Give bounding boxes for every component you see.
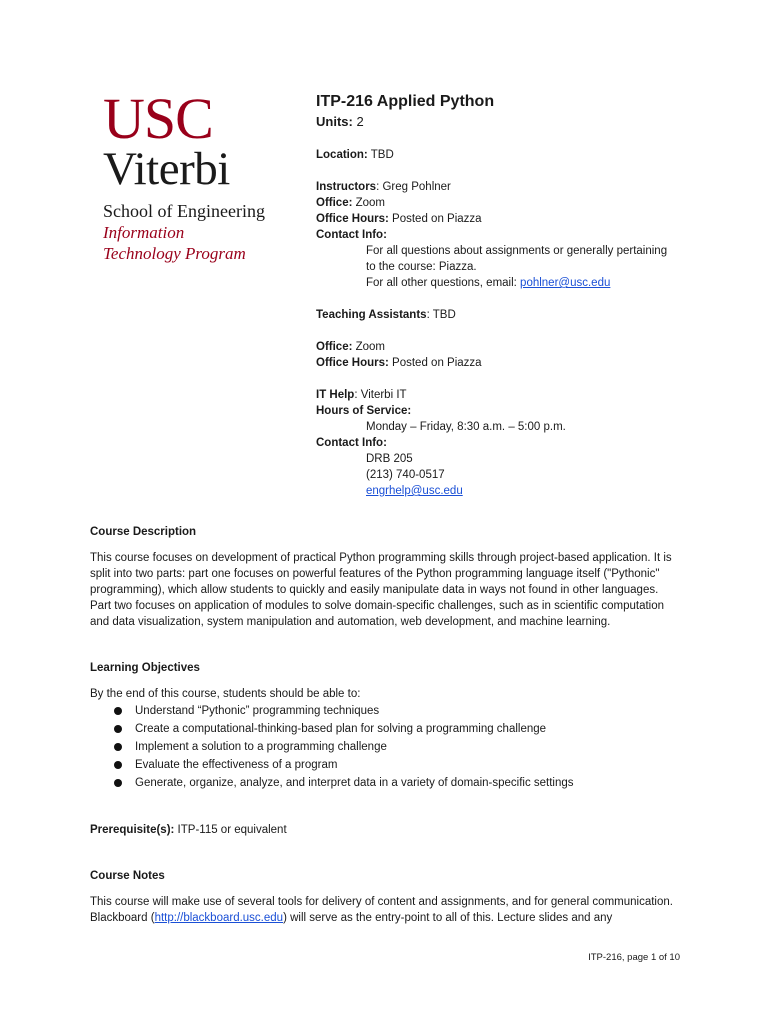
description-line: This course focuses on development of practical Python programming skills through project-based application. It is — [90, 552, 672, 564]
list-item — [90, 702, 680, 720]
location-value: TBD — [370, 149, 394, 161]
bullet-icon — [114, 779, 122, 787]
prerequisite-label: Prerequisite(s): — [90, 824, 175, 836]
it-help-label: IT Help — [316, 389, 355, 401]
ta-label: Teaching Assistants — [316, 309, 427, 321]
contact-line-2: to the course: Piazza. — [366, 261, 477, 273]
instructors-value: : Greg Pohlner — [376, 181, 451, 193]
learning-objectives-heading: Learning Objectives — [90, 662, 200, 674]
instructors-line — [316, 179, 706, 195]
ta-office-line — [316, 339, 706, 355]
objective-text: Evaluate the effectiveness of a program — [135, 759, 338, 771]
ta-office-hours-value: Posted on Piazza — [392, 357, 482, 369]
it-room: DRB 205 — [366, 453, 413, 465]
notes-line-1: This course will make use of several tools for delivery of content and assignments, and for general communication. — [90, 896, 673, 908]
list-item — [90, 738, 680, 756]
objectives-intro: By the end of this course, students should be able to: — [90, 688, 361, 700]
list-item — [90, 720, 680, 738]
description-line: programming), which allow students to quickly and easily manipulate data in ways not found in other languages. — [90, 584, 659, 596]
objective-text: Generate, organize, analyze, and interpret data in a variety of domain-specific settings — [135, 777, 574, 789]
notes-text: Blackboard ( — [90, 912, 155, 924]
it-help-value: : Viterbi IT — [354, 389, 407, 401]
course-title: ITP-216 Applied Python — [316, 93, 495, 110]
course-description-text — [90, 550, 680, 630]
notes-line-2 — [90, 910, 680, 926]
logo-usc-text: USC — [103, 86, 213, 151]
bullet-icon — [114, 761, 122, 769]
objective-text: Implement a solution to a programming challenge — [135, 741, 387, 753]
bullet-icon — [114, 707, 122, 715]
hours-value: Monday – Friday, 8:30 a.m. – 5:00 p.m. — [366, 421, 566, 433]
description-line: split into two parts: part one focuses on powerful features of the Python programming language itself ("Pythonic" — [90, 568, 660, 580]
office-hours-label: Office Hours: — [316, 213, 389, 225]
it-contact-label: Contact Info: — [316, 437, 387, 449]
logo-viterbi-text: Viterbi — [103, 143, 230, 195]
logo-program-line2: Technology Program — [103, 244, 246, 263]
notes-text: ) will serve as the entry-point to all of this. Lecture slides and any — [283, 912, 613, 924]
hours-label-line — [316, 403, 706, 419]
ta-value: : TBD — [426, 309, 456, 321]
description-line: Part two focuses on application of modules to solve domain-specific challenges, such as in scientific computation — [90, 600, 665, 612]
blackboard-link[interactable]: http://blackboard.usc.edu — [154, 912, 284, 924]
course-info-block — [316, 92, 706, 499]
office-value: Zoom — [352, 197, 386, 209]
contact-label-line — [316, 227, 706, 243]
it-help-line — [316, 387, 706, 403]
it-contact-label-line — [316, 435, 706, 451]
office-hours-value: Posted on Piazza — [392, 213, 482, 225]
office-label: Office: — [316, 197, 353, 209]
units-label: Units: — [316, 114, 353, 129]
ta-office-hours-label: Office Hours: — [316, 357, 389, 369]
bullet-icon — [114, 743, 122, 751]
course-description-heading: Course Description — [90, 526, 197, 538]
it-email-link[interactable]: engrhelp@usc.edu — [366, 485, 463, 497]
logo-school-text: School of Engineering — [103, 201, 265, 221]
ta-office-label: Office: — [316, 341, 353, 353]
course-notes-text — [90, 894, 680, 926]
objectives-list — [90, 702, 680, 792]
ta-line — [316, 307, 706, 323]
prerequisite-line — [90, 822, 680, 838]
description-line: and data visualization, system manipulation and automation, web development, and machine learning. — [90, 616, 611, 628]
usc-viterbi-logo — [103, 86, 293, 270]
list-item — [90, 756, 680, 774]
prerequisite-value: ITP-115 or equivalent — [174, 824, 287, 836]
bullet-icon — [114, 725, 122, 733]
units-line — [316, 113, 706, 131]
contact-line-3 — [316, 275, 706, 291]
office-line — [316, 195, 706, 211]
ta-office-hours-line — [316, 355, 706, 371]
office-hours-line — [316, 211, 706, 227]
instructors-label: Instructors — [316, 181, 377, 193]
course-notes-heading: Course Notes — [90, 870, 165, 882]
syllabus-body — [90, 524, 680, 926]
it-email-line — [316, 483, 706, 499]
contact-line-1: For all questions about assignments or generally pertaining — [366, 245, 668, 257]
logo-program-line1: Information — [103, 223, 185, 242]
objective-text: Create a computational-thinking-based plan for solving a programming challenge — [135, 723, 547, 735]
instructor-email-link[interactable]: pohlner@usc.edu — [520, 277, 611, 289]
it-phone: (213) 740-0517 — [366, 469, 445, 481]
contact-email-prefix: For all other questions, email: — [366, 277, 521, 289]
hours-label: Hours of Service: — [316, 405, 412, 417]
ta-office-value: Zoom — [352, 341, 386, 353]
contact-label: Contact Info: — [316, 229, 387, 241]
objective-text: Understand “Pythonic” programming techniques — [135, 705, 380, 717]
location-line — [316, 147, 706, 163]
units-value: 2 — [356, 114, 364, 129]
location-label: Location: — [316, 149, 368, 161]
page-footer: ITP-216, page 1 of 10 — [588, 952, 680, 963]
list-item — [90, 774, 680, 792]
